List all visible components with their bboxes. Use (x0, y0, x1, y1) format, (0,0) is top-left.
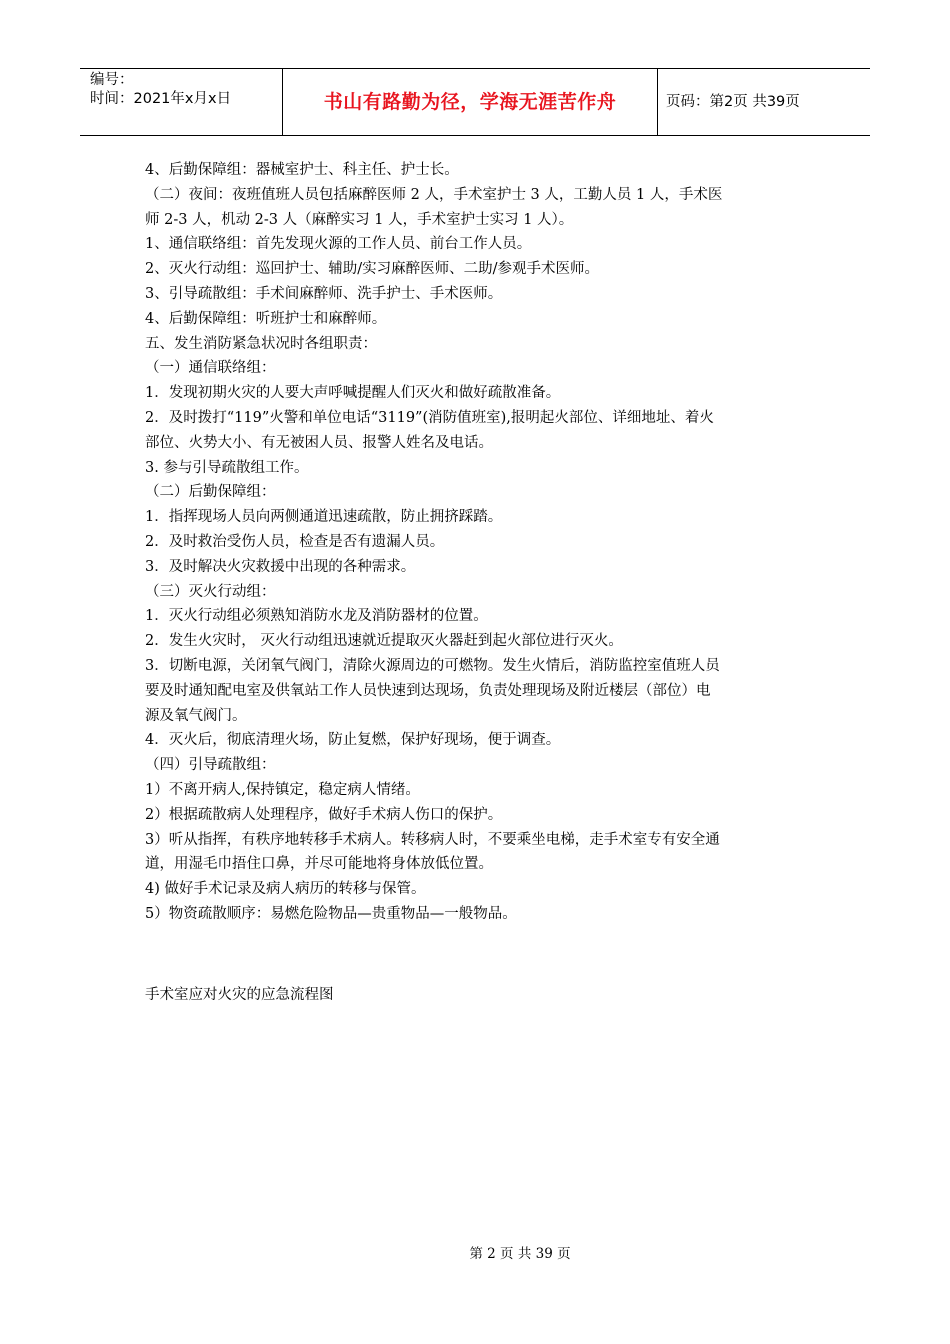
body-line: 要及时通知配电室及供氧站工作人员快速到达现场，负责处理现场及附近楼层（部位）电 (145, 682, 711, 699)
body-line: 五、发生消防紧急状况时各组职责： (145, 335, 377, 352)
body-line: 2、灭火行动组：巡回护士、辅助/实习麻醉医师、二助/参观手术医师。 (145, 261, 599, 278)
body-line: （二）后勤保障组： (145, 484, 276, 501)
body-line: （三）灭火行动组： (145, 583, 276, 600)
header-meta-cell (80, 69, 283, 135)
body-line: 4．灭火后，彻底清理火场，防止复燃，保护好现场，便于调查。 (145, 732, 561, 749)
body-line: 3. 参与引导疏散组工作。 (145, 459, 309, 476)
body-line: 1．指挥现场人员向两侧通道迅速疏散，防止拥挤踩踏。 (145, 509, 503, 526)
body-line: 源及氧气阀门。 (145, 707, 247, 724)
body-line: 1、通信联络组：首先发现火源的工作人员、前台工作人员。 (145, 236, 532, 253)
body-line: 部位、火势大小、有无被困人员、报警人姓名及电话。 (145, 434, 493, 451)
body-line: 1．发现初期火灾的人要大声呼喊提醒人们灭火和做好疏散准备。 (145, 385, 561, 402)
body-line: 4、后勤保障组：听班护士和麻醉师。 (145, 310, 387, 327)
body-line: 3．切断电源，关闭氧气阀门，清除火源周边的可燃物。发生火情后，消防监控室值班人员 (145, 657, 720, 674)
body-line: 3、引导疏散组：手术间麻醉师、洗手护士、手术医师。 (145, 285, 503, 302)
body-line: （一）通信联络组： (145, 360, 276, 377)
body-line: 2）根据疏散病人处理程序，做好手术病人伤口的保护。 (145, 806, 503, 823)
body-line: 4、后勤保障组：器械室护士、科主任、护士长。 (145, 162, 459, 178)
document-body (145, 158, 815, 927)
document-number-label: 编号： (90, 72, 134, 88)
body-line: 2．及时救治受伤人员，检查是否有遗漏人员。 (145, 533, 445, 550)
body-line: 道，用湿毛巾捂住口鼻，并尽可能地将身体放低位置。 (145, 856, 493, 873)
body-line: （四）引导疏散组： (145, 757, 276, 774)
page-footer: 第 2 页 共 39 页 (469, 1246, 571, 1262)
body-line: 2．及时拨打“119”火警和单位电话“3119”(消防值班室),报明起火部位、详细地址、着火 (145, 409, 714, 426)
document-date-label: 时间：2021年x月x日 (90, 91, 232, 107)
body-line: 1．灭火行动组必须熟知消防水龙及消防器材的位置。 (145, 608, 488, 625)
body-line: 2．发生火灾时， 灭火行动组迅速就近提取灭火器赶到起火部位进行灭火。 (145, 633, 623, 650)
header-motto: 书山有路勤为径，学海无涯苦作舟 (283, 69, 658, 135)
body-line: 1）不离开病人,保持镇定，稳定病人情绪。 (145, 781, 420, 798)
body-line: 4) 做好手术记录及病人病历的转移与保管。 (145, 881, 426, 898)
body-line: 师 2-3 人，机动 2-3 人（麻醉实习 1 人，手术室护士实习 1 人）。 (145, 211, 574, 228)
body-line: （二）夜间：夜班值班人员包括麻醉医师 2 人，手术室护士 3 人，工勤人员 1 人，手术医 (145, 186, 723, 203)
page-header (80, 68, 870, 136)
header-page-info: 页码：第2页 共39页 (666, 94, 800, 110)
flowchart-caption: 手术室应对火灾的应急流程图 (145, 987, 334, 1003)
body-line: 3）听从指挥，有秩序地转移手术病人。转移病人时，不要乘坐电梯，走手术室专有安全通 (145, 831, 720, 848)
body-line: 5）物资疏散顺序：易燃危险物品—贵重物品—一般物品。 (145, 905, 517, 922)
body-line: 3．及时解决火灾救援中出现的各种需求。 (145, 558, 416, 575)
